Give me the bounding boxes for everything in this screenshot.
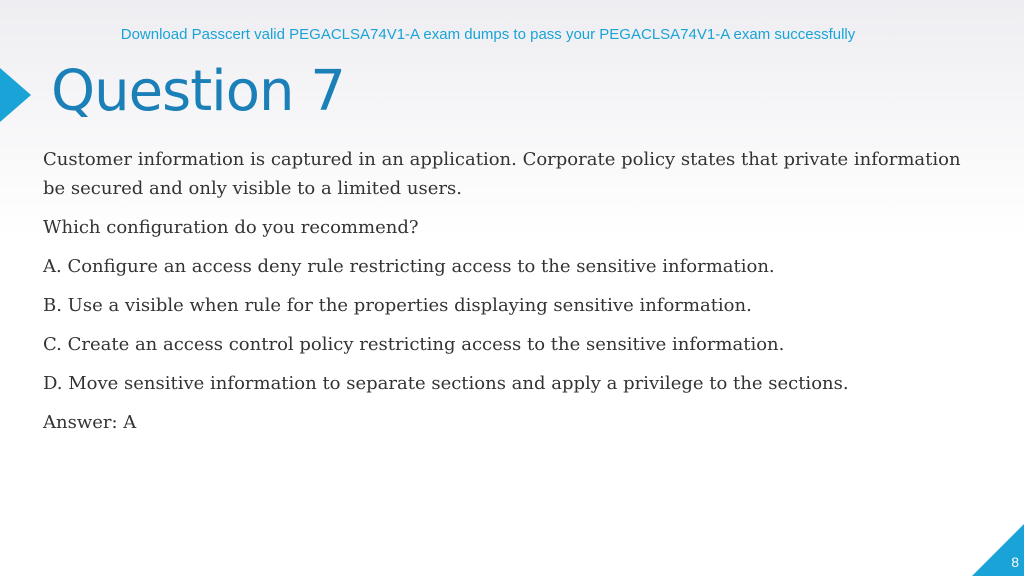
title-accent-arrow <box>0 68 31 122</box>
answer-text: Answer: A <box>43 412 137 433</box>
question-content <box>43 145 983 447</box>
download-banner-text: Download Passcert valid PEGACLSA74V1-A exam dumps to pass your PEGACLSA74V1-A exam successfully <box>120 26 856 43</box>
question-text: Customer information is captured in an application. Corporate policy states that private information be secured and only visible to a limited users. <box>43 149 961 199</box>
option-a: A. Configure an access deny rule restricting access to the sensitive information. <box>43 256 775 277</box>
slide-title: Question 7 <box>51 59 345 124</box>
option-d: D. Move sensitive information to separate sections and apply a privilege to the sections. <box>43 373 849 394</box>
option-b: B. Use a visible when rule for the properties displaying sensitive information. <box>43 295 752 316</box>
option-c: C. Create an access control policy restricting access to the sensitive information. <box>43 334 785 355</box>
page-number: 8 <box>1011 554 1019 570</box>
question-prompt: Which configuration do you recommend? <box>43 217 419 238</box>
